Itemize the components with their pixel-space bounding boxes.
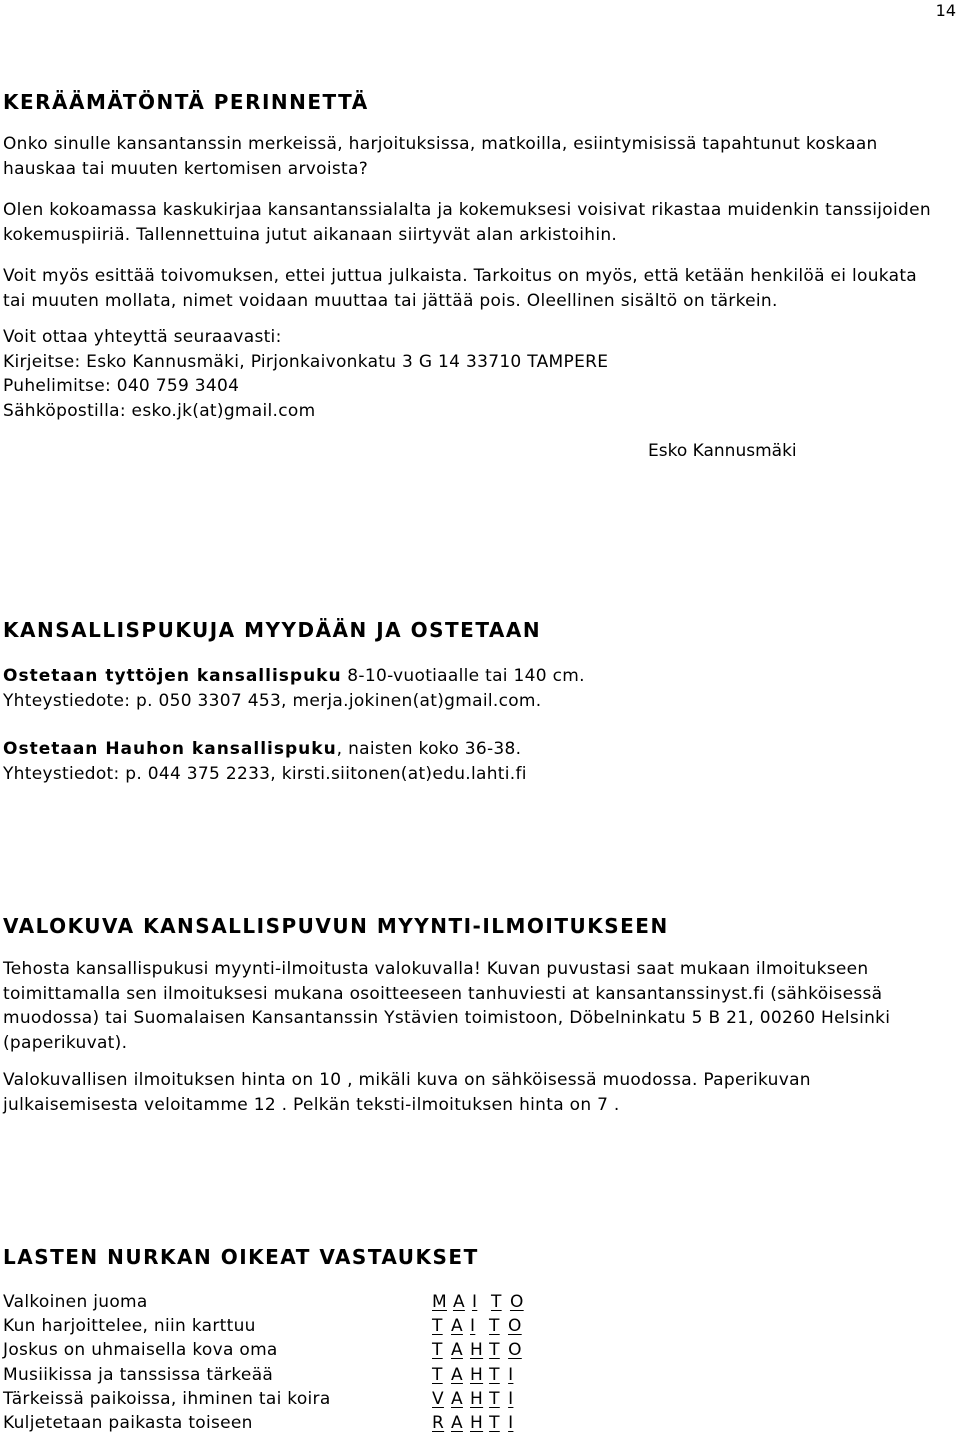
answer-letter: I	[508, 1388, 514, 1409]
answer-letter: T	[489, 1340, 500, 1361]
clue-text: Musiikissa ja tanssissa tärkeää	[3, 1364, 274, 1385]
answer-word	[432, 1363, 521, 1387]
ad-1-contact: Yhteystiedote: p. 050 3307 453, merja.jokinen(at)gmail.com.	[3, 690, 542, 711]
ad-1-detail: 8-10-vuotiaalle tai 140 cm.	[341, 666, 585, 686]
ad-2-title: Ostetaan Hauhon kansallispuku	[3, 739, 337, 759]
answer-row	[3, 1387, 943, 1411]
ad-2-contact: Yhteystiedot: p. 044 375 2233, kirsti.siitonen(at)edu.lahti.fi	[3, 763, 527, 784]
answer-letter: A	[451, 1340, 463, 1361]
answer-letter: I	[508, 1413, 514, 1434]
answer-letter: I	[471, 1292, 478, 1312]
contact-intro: Voit ottaa yhteyttä seuraavasti:	[3, 327, 282, 347]
answer-letter: H	[470, 1388, 484, 1409]
answer-word	[432, 1314, 522, 1338]
section-title: LASTEN NURKAN OIKEAT VASTAUKSET	[3, 1245, 479, 1269]
clue-text: Tärkeissä paikoissa, ihminen tai koira	[3, 1388, 331, 1409]
answer-letter: A	[451, 1364, 463, 1385]
paragraph-privacy: Voit myös esittää toivomuksen, ettei juttua julkaista. Tarkoitus on myös, että ketään henkilöä ei loukata tai muuten mollata, nimet voidaan muuttaa tai jättää pois. Oleellinen sisältö on tärkein.	[3, 266, 918, 311]
answer-letter: O	[508, 1316, 522, 1337]
answer-letter: T	[432, 1340, 443, 1361]
ad-2	[3, 737, 943, 762]
answer-letter: A	[451, 1316, 463, 1337]
answer-letter: H	[470, 1413, 484, 1434]
clue-text: Kuljetetaan paikasta toiseen	[3, 1413, 253, 1434]
section-title: KANSALLISPUKUJA MYYDÄÄN JA OSTETAAN	[3, 618, 542, 642]
answer-letter: T	[489, 1413, 500, 1434]
ad-1	[3, 664, 943, 689]
answer-letter: M	[432, 1292, 447, 1312]
answer-letter: T	[489, 1316, 500, 1337]
section-keraamatonta-perinnetta	[3, 88, 943, 463]
answer-letter: T	[489, 1388, 500, 1409]
answers-list	[3, 1290, 943, 1435]
paragraph-intro: Onko sinulle kansantanssin merkeissä, harjoituksissa, matkoilla, esiintymisissä tapahtunut koskaan hauskaa tai muuten kertomisen arvoista?	[3, 134, 878, 179]
answer-word	[432, 1338, 522, 1362]
answer-row	[3, 1411, 943, 1435]
section-title: VALOKUVA KANSALLISPUVUN MYYNTI-ILMOITUKSEEN	[3, 914, 669, 938]
answer-letter: I	[508, 1364, 514, 1385]
contact-email: Sähköpostilla: esko.jk(at)gmail.com	[3, 400, 316, 421]
section-kansallispukuja	[3, 616, 943, 786]
answer-row	[3, 1363, 943, 1387]
signature: Esko Kannusmäki	[648, 441, 797, 461]
clue-text: Joskus on uhmaisella kova oma	[3, 1340, 278, 1361]
section-lasten-nurkka	[3, 1243, 943, 1435]
answer-letter: I	[470, 1316, 476, 1337]
paragraph-pricing: Valokuvallisen ilmoituksen hinta on 10 , mikäli kuva on sähköisessä muodossa. Paperikuvan julkaisemisesta veloitamme 12 . Pelkän teksti-ilmoituksen hinta on 7 .	[3, 1070, 811, 1115]
answer-word	[432, 1411, 521, 1435]
section-title: KERÄÄMÄTÖNTÄ PERINNETTÄ	[3, 90, 369, 114]
answer-row	[3, 1314, 943, 1338]
section-valokuva	[3, 912, 943, 1117]
contact-mail: Kirjeitse: Esko Kannusmäki, Pirjonkaivonkatu 3 G 14 33710 TAMPERE	[3, 351, 609, 372]
paragraph-collection: Olen kokoamassa kaskukirjaa kansantanssialalta ja kokemuksesi voisivat rikastaa muidenkin tanssijoiden kokemuspiiriä. Tallennettuina jutut aikanaan siirtyvät alan arkistoihin.	[3, 200, 931, 245]
answer-letter: O	[509, 1292, 524, 1312]
answer-letter: A	[452, 1292, 465, 1312]
clue-text: Valkoinen juoma	[3, 1292, 148, 1312]
ad-1-title: Ostetaan tyttöjen kansallispuku	[3, 666, 342, 686]
answer-row	[3, 1290, 943, 1314]
answer-letter: A	[451, 1388, 463, 1409]
page-number: 14	[935, 1, 956, 20]
paragraph-photo-info: Tehosta kansallispukusi myynti-ilmoitusta valokuvalla! Kuvan puvustasi saat mukaan ilmoitukseen toimittamalla sen ilmoituksesi mukana osoitteeseen tanhuviesti at kansantanssinyst.fi (sähköisessä muodossa) tai Suomalaisen Kansantanssin Ystävien toimistoon, Döbelninkatu 5 B 21, 00260 Helsinki (paperikuvat).	[3, 959, 891, 1053]
answer-letter: V	[432, 1388, 444, 1409]
answer-letter: A	[451, 1413, 463, 1434]
ad-2-detail: , naisten koko 36-38.	[336, 739, 522, 759]
answer-word	[432, 1387, 521, 1411]
answer-word	[432, 1290, 524, 1314]
answer-row	[3, 1338, 943, 1362]
answer-letter: H	[470, 1340, 484, 1361]
answer-letter: T	[489, 1364, 500, 1385]
answer-letter: H	[470, 1364, 484, 1385]
answer-letter: O	[508, 1340, 522, 1361]
answer-letter: T	[432, 1316, 443, 1337]
clue-text: Kun harjoittelee, niin karttuu	[3, 1316, 256, 1337]
contact-phone: Puhelimitse: 040 759 3404	[3, 376, 240, 396]
page-content	[3, 88, 943, 1434]
answer-letter: R	[432, 1413, 445, 1434]
answer-letter: T	[432, 1364, 443, 1385]
answer-letter: T	[490, 1292, 502, 1312]
